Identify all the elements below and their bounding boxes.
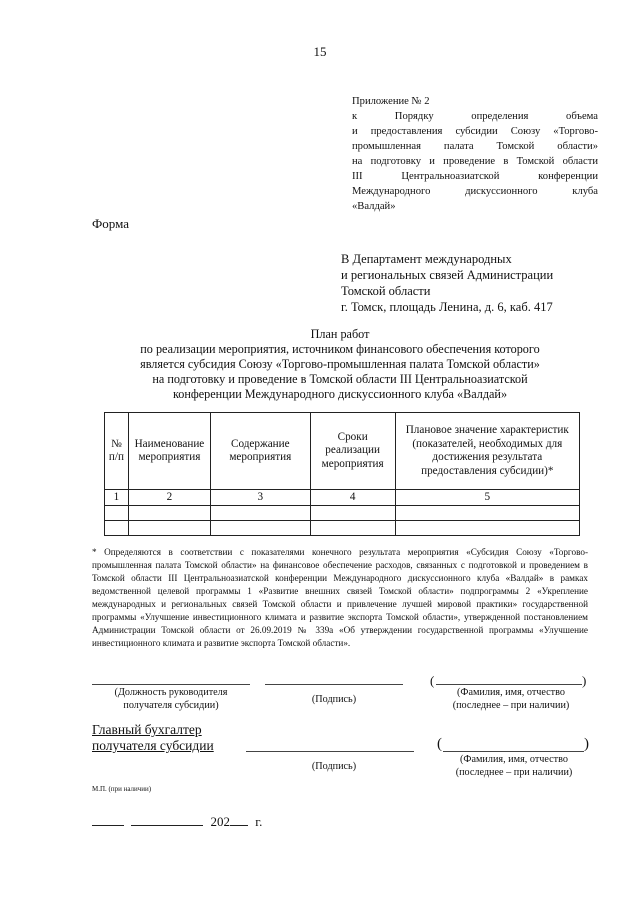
table-cell[interactable]	[128, 506, 210, 521]
caption-line: (Должность руководителя	[114, 687, 228, 698]
table-cell[interactable]	[105, 506, 129, 521]
table-numbering-row	[105, 490, 580, 506]
appendix-line: III Центральноазиатской конференции	[352, 171, 598, 182]
plan-table	[104, 412, 580, 536]
appendix-line: Приложение № 2	[352, 96, 430, 107]
title-line: на подготовку и проведение в Томской области III Центральноазиатской	[152, 372, 528, 386]
appendix-line: и предоставления субсидии Союзу «Торгово-	[352, 126, 598, 137]
table-cell[interactable]	[395, 506, 579, 521]
chief-line: Главный бухгалтер	[92, 722, 202, 737]
table-header-row	[105, 413, 580, 490]
addressee-block	[341, 251, 553, 315]
close-paren: )	[582, 673, 587, 688]
appendix-line: «Валдай»	[352, 201, 396, 212]
caption-line: (Фамилия, имя, отчество	[457, 687, 565, 698]
document-title	[60, 327, 620, 402]
caption-line: (последнее – при наличии)	[452, 700, 570, 711]
header-planned-value: Плановое значение характеристик (показателей, необходимых для достижения результата предоставления субсидии)*	[395, 413, 579, 490]
header-event-content: Содержание мероприятия	[210, 413, 310, 490]
table-cell[interactable]	[210, 506, 310, 521]
table-cell[interactable]	[105, 521, 129, 536]
appendix-line: к Порядку определения объема	[352, 111, 598, 122]
year-blank[interactable]	[230, 813, 248, 826]
day-blank[interactable]	[92, 813, 124, 826]
title-line: по реализации мероприятия, источником финансового обеспечения которого	[140, 342, 540, 356]
head-position-caption	[92, 686, 250, 712]
form-label: Форма	[92, 216, 129, 231]
appendix-line: на подготовку и проведение в Томской области	[352, 156, 598, 167]
appendix-heading	[352, 94, 598, 214]
date-line	[92, 813, 262, 830]
caption-line: (последнее – при наличии)	[455, 767, 573, 778]
column-number: 1	[105, 490, 129, 506]
title-line: является субсидия Союзу «Торгово-промышленная палата Томской области»	[140, 357, 540, 371]
open-paren: (	[430, 673, 435, 688]
column-number: 3	[210, 490, 310, 506]
column-number: 2	[128, 490, 210, 506]
accountant-signature-line[interactable]	[246, 751, 414, 752]
chief-accountant-label	[92, 722, 214, 754]
appendix-line: Международного дискуссионного клуба	[352, 186, 598, 197]
addressee-line: Томской области	[341, 284, 431, 298]
column-number: 4	[310, 490, 395, 506]
addressee-line: и региональных связей Администрации	[341, 268, 554, 282]
accountant-name-caption	[440, 753, 588, 779]
close-paren: )	[584, 736, 589, 752]
head-position-line[interactable]	[92, 684, 250, 685]
year-prefix: 202	[210, 814, 230, 829]
head-name-caption	[436, 686, 586, 712]
chief-line: получателя субсидии	[92, 738, 214, 753]
table-cell[interactable]	[128, 521, 210, 536]
addressee-line: г. Томск, площадь Ленина, д. 6, каб. 417	[341, 300, 553, 314]
head-signature-caption: (Подпись)	[311, 694, 357, 705]
table-cell[interactable]	[310, 506, 395, 521]
title-line: План работ	[310, 327, 370, 341]
year-suffix: г.	[255, 814, 263, 829]
table-row	[105, 521, 580, 536]
accountant-name-line[interactable]	[443, 751, 584, 752]
table-cell[interactable]	[395, 521, 579, 536]
open-paren: (	[437, 736, 442, 752]
table-cell[interactable]	[210, 521, 310, 536]
title-line: конференции Международного дискуссионного клуба «Валдай»	[172, 387, 508, 401]
month-blank[interactable]	[131, 813, 203, 826]
addressee-line: В Департамент международных	[341, 252, 512, 266]
footnote: * Определяются в соответствии с показателями конечного результата мероприятия «Субсидия Союзу «Торгово-промышленная палата Томской области» на финансовое обеспечение расходов, связанных с подготовкой и проведением в Томской области III Центральноазиатской конференции Международного дискуссионного клуба «Валдай» в рамках ведомственной целевой программы 1 «Развитие внешних связей Томской области» подпрограммы 2 «Укрепление международных и региональных связей Томской области и привлечение лучшей мировой практики» государственной программы «Улучшение инвестиционного климата и развитие экспорта Томской области», утвержденной постановлением Администрации Томской области от 26.09.2019 № 339а «Об утверждении государственной программы «Улучшение инвестиционного климата и развитие экспорта Томской области».	[92, 547, 588, 648]
stamp-note: М.П. (при наличии)	[92, 785, 152, 793]
page-number: 15	[313, 44, 327, 59]
header-event-name: Наименование мероприятия	[128, 413, 210, 490]
caption-line: получателя субсидии)	[123, 700, 219, 711]
header-number: № п/п	[105, 413, 129, 490]
accountant-signature-caption: (Подпись)	[311, 761, 357, 772]
head-signature-line[interactable]	[265, 684, 403, 685]
table-cell[interactable]	[310, 521, 395, 536]
caption-line: (Фамилия, имя, отчество	[460, 754, 568, 765]
appendix-line: промышленная палата Томской области»	[352, 141, 598, 152]
column-number: 5	[395, 490, 579, 506]
table-row	[105, 506, 580, 521]
head-name-line[interactable]	[436, 684, 582, 685]
header-event-dates: Сроки реализации мероприятия	[310, 413, 395, 490]
